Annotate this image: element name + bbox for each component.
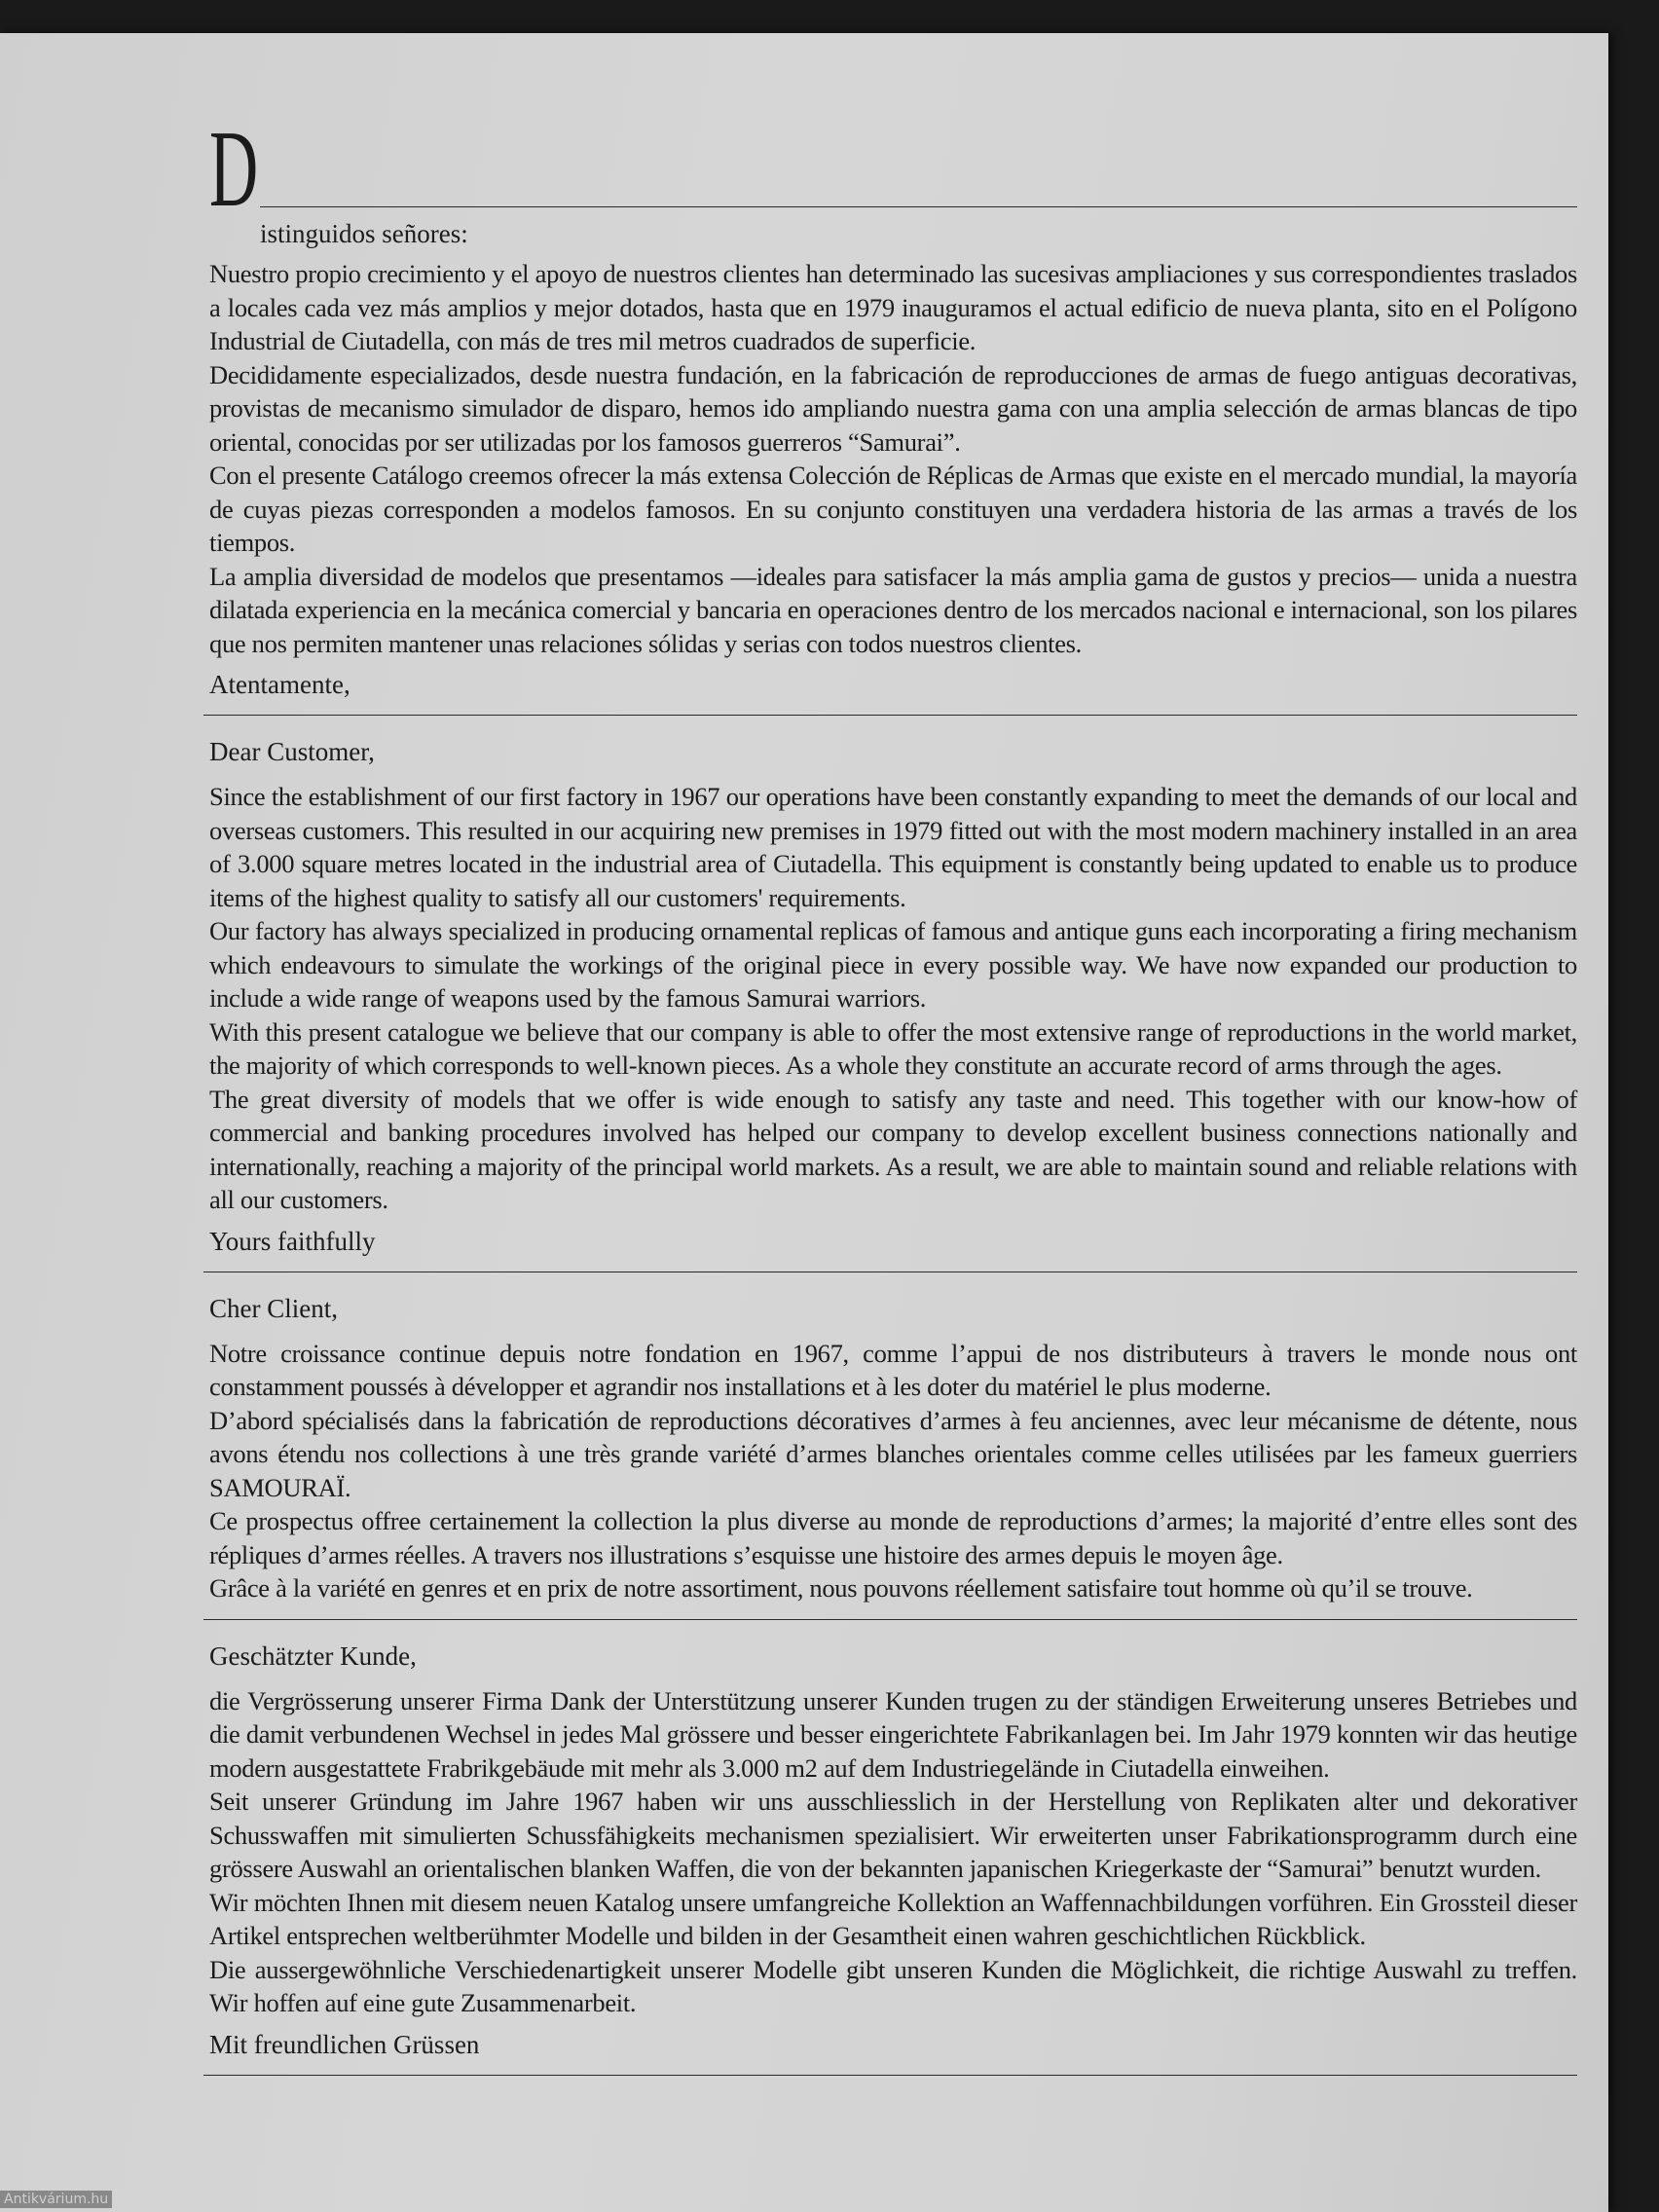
section-divider xyxy=(203,715,1577,716)
spanish-closing: Atentamente, xyxy=(209,670,350,699)
german-paragraph: Die aussergewöhnliche Verschiedenartigkeit unserer Modelle gibt unseren Kunden die Möglichkeit, die richtige Auswahl zu treffen. Wir hoffen auf eine gute Zusammenarbeit. xyxy=(209,1954,1577,2017)
section-divider xyxy=(203,2075,1577,2076)
spanish-paragraph: Nuestro propio crecimiento y el apoyo de nuestros clientes han determinado las sucesivas ampliaciones y sus correspondientes traslados a locales cada vez más amplios y mejor dotados, hasta que en 1979 inauguramos el actual edificio de nueva planta, sito en el Polígono Industrial de Ciutadella, con más de tres mil metros cuadrados de superficie. xyxy=(209,259,1577,355)
german-paragraph: Wir möchten Ihnen mit diesem neuen Katalog unsere umfangreiche Kollektion an Waffennachbildungen vorführen. Ein Grossteil dieser Artikel entsprechen weltberühmter Modelle und bilden in der Gesamtheit einen wahren geschichtlichen Rückblick. xyxy=(209,1887,1577,1950)
english-paragraph: With this present catalogue we believe that our company is able to offer the most extensive range of reproductions in the world market, the majority of which corresponds to well-known pieces. As a whole they constitute an accurate record of arms through the ages. xyxy=(209,1016,1577,1080)
german-paragraph: Seit unserer Gründung im Jahre 1967 haben wir uns ausschliesslich in der Herstellung von Replikaten alter und dekorativer Schusswaffen mit simulierten Schussfähigkeits mechanismen spezialisiert. Wir erweiterten unser Fabrikationsprogramm durch eine grössere Auswahl an orientalischen blanken Waffen, die von der bekannten japanischen Kriegerkaste der “Samurai” benutzt wurden. xyxy=(209,1787,1577,1883)
letter-content xyxy=(209,109,1577,2095)
spanish-letter xyxy=(209,257,1577,701)
german-paragraph: die Vergrösserung unserer Firma Dank der Unterstützung unserer Kunden trugen zu der ständigen Erweiterung unseres Betriebes und die damit verbundenen Wechsel in jedes Mal grössere und besser eingerichtete Fabrikanlagen bei. Im Jahr 1979 konnten wir das heutige modern ausgestattete Frabrikgebäude mit mehr als 3.000 m2 auf dem Industriegelände in Ciutadella einweihen. xyxy=(209,1685,1577,1783)
spanish-salutation: istinguidos señores: xyxy=(260,219,468,248)
german-greeting: Geschätzter Kunde, xyxy=(209,1641,417,1671)
english-paragraph: Our factory has always specialized in producing ornamental replicas of famous and antique guns each incorporating a firing mechanism which endeavours to simulate the workings of the original piece in every possible way. We have now expanded our production to include a wide range of weapons used by the famous Samurai warriors. xyxy=(209,916,1577,1013)
french-greeting: Cher Client, xyxy=(209,1293,338,1323)
spanish-paragraph: Decididamente especializados, desde nuestra fundación, en la fabricación de reproducciones de armas de fuego antiguas decorativas, provistas de mecanismo simulador de disparo, hemos ido ampliando nuestra gama con una amplia selección de armas blancas de tipo oriental, conocidas por ser utilizadas por los famosos guerreros “Samurai”. xyxy=(209,359,1577,457)
watermark: Antikvárium.hu xyxy=(0,2191,112,2208)
header-rule xyxy=(260,206,1577,207)
section-divider xyxy=(203,1619,1577,1620)
spanish-paragraph: Con el presente Catálogo creemos ofrecer la más extensa Colección de Réplicas de Armas que existe en el mercado mundial, la mayoría de cuyas piezas corresponden a modelos famosos. En su conjunto constituyen una verdadera historia de las armas a través de los tiempos. xyxy=(209,461,1577,557)
french-letter xyxy=(209,1292,1577,1605)
english-greeting: Dear Customer, xyxy=(209,737,375,766)
english-letter xyxy=(209,735,1577,1258)
french-paragraph: Grâce à la variété en genres et en prix de notre assortiment, nous pouvons réellement satisfaire tout homme où qu’il se trouve. xyxy=(209,1573,1473,1603)
drop-cap: D xyxy=(209,109,259,230)
english-closing: Yours faithfully xyxy=(209,1226,376,1256)
french-paragraph: D’abord spécialisés dans la fabricatión de reproductions décoratives d’armes à feu anciennes, avec leur mécanisme de détente, nous avons étendu nos collections à une très grande variété d’armes blanches orientales comme celles utilisées par les fameux guerriers SAMOURAÏ. xyxy=(209,1405,1577,1502)
german-closing: Mit freundlichen Grüssen xyxy=(209,2029,480,2059)
spanish-paragraph: La amplia diversidad de modelos que presentamos —ideales para satisfacer la más amplia gama de gustos y precios— unida a nuestra dilatada experiencia en la mecánica comercial y bancaria en operaciones dentro de los mercados nacional e internacional, son los pilares que nos permiten mantener unas relaciones sólidas y serias con todos nuestros clientes. xyxy=(209,561,1577,658)
catalogue-page xyxy=(0,33,1608,2212)
english-paragraph: The great diversity of models that we offer is wide enough to satisfy any taste and need. This together with our know-how of commercial and banking procedures involved has helped our company to develop excellent business connections nationally and internationally, reaching a majority of the principal world markets. As a result, we are able to maintain sound and reliable relations with all our customers. xyxy=(209,1084,1577,1214)
french-paragraph: Notre croissance continue depuis notre fondation en 1967, comme l’appui de nos distributeurs à travers le monde nous ont constamment poussés à développer et agrandir nos installations et à les doter du matériel le plus moderne. xyxy=(209,1338,1577,1401)
spanish-header xyxy=(209,109,1577,248)
french-paragraph: Ce prospectus offree certainement la collection la plus diverse au monde de reproductions d’armes; la majorité d’entre elles sont des répliques d’armes réelles. A travers nos illustrations s’esquisse une histoire des armes depuis le moyen âge. xyxy=(209,1506,1577,1569)
german-letter xyxy=(209,1640,1577,2061)
english-paragraph: Since the establishment of our first factory in 1967 our operations have been constantly expanding to meet the demands of our local and overseas customers. This resulted in our acquiring new premises in 1979 fitted out with the most modern machinery installed in an area of 3.000 square metres located in the industrial area of Ciutadella. This equipment is constantly being updated to enable us to produce items of the highest quality to satisfy all our customers' requirements. xyxy=(209,782,1577,912)
